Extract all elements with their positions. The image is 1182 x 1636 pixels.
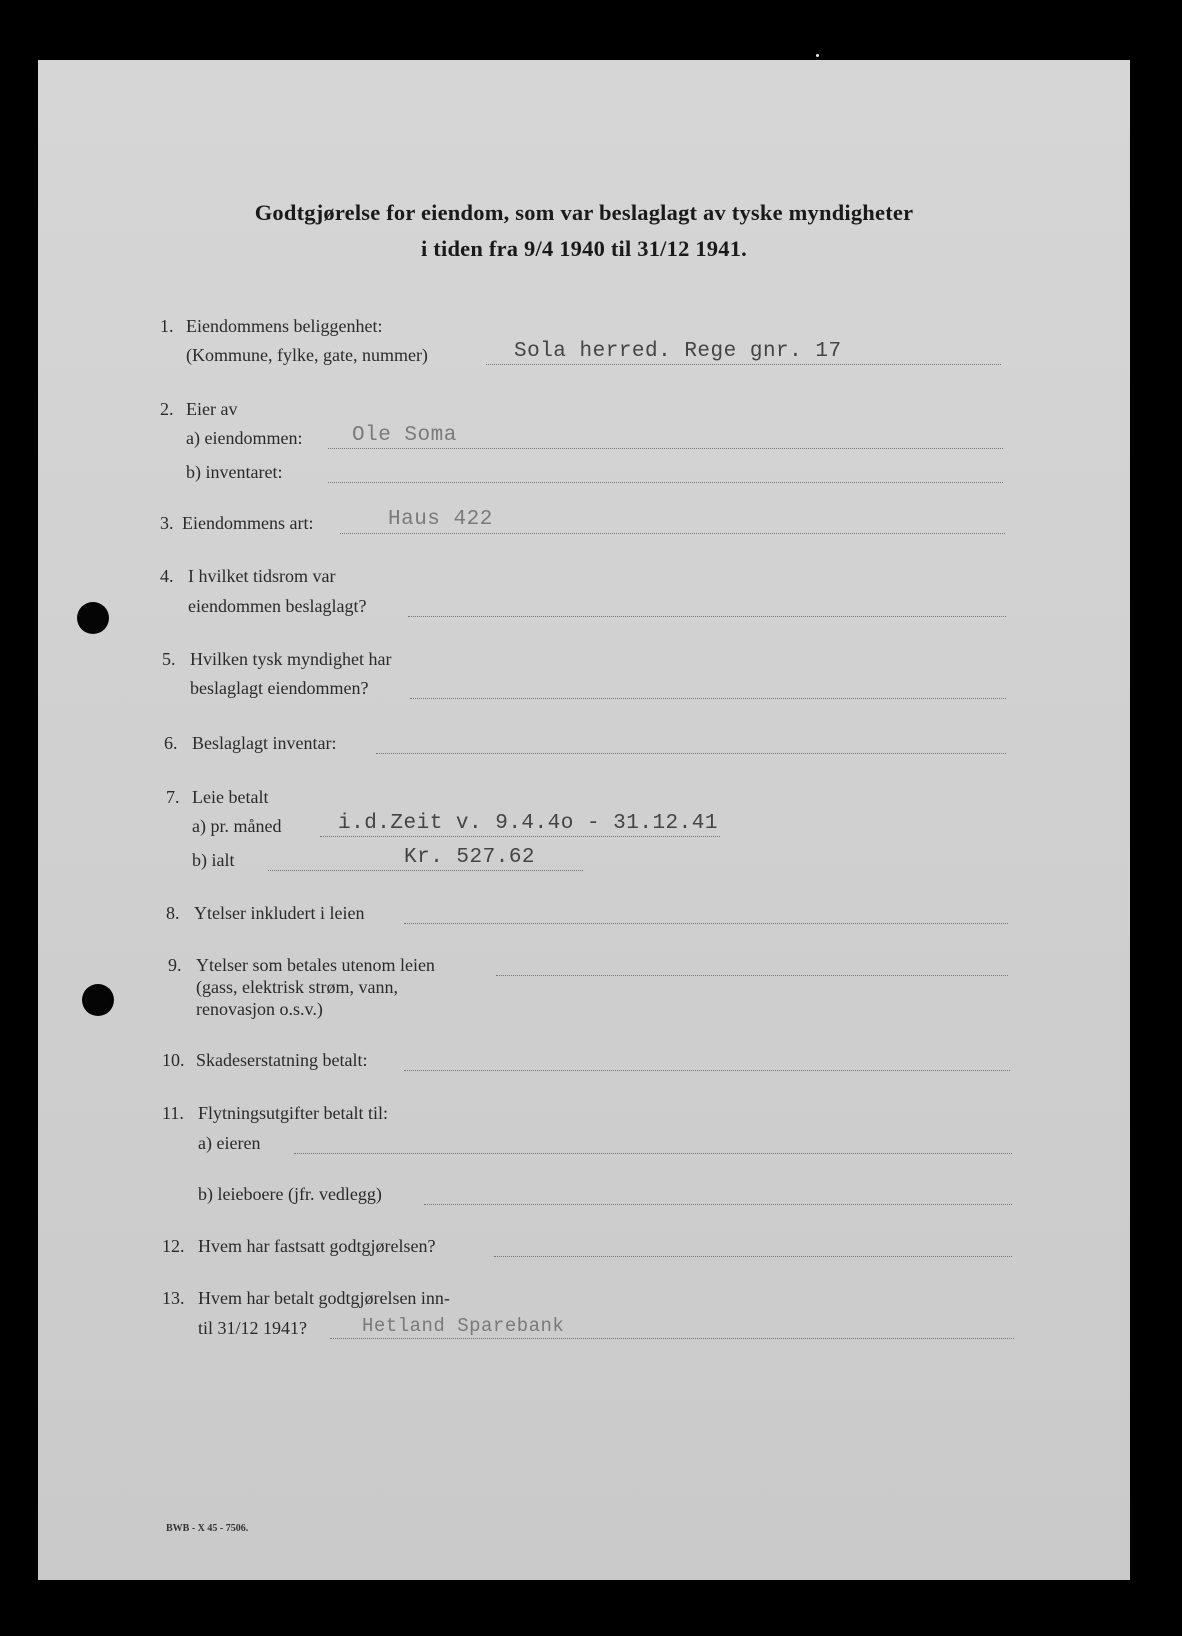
- item-2b-label: b) inventaret:: [186, 462, 283, 482]
- item-1-answer: Sola herred. Rege gnr. 17: [514, 340, 842, 363]
- item-13-label: Hvem har betalt godtgjørelsen inn-: [198, 1288, 450, 1308]
- item-7b-answer: Kr. 527.62: [404, 846, 536, 869]
- item-13-sublabel: til 31/12 1941?: [198, 1318, 307, 1338]
- item-3-number: 3.: [160, 513, 174, 533]
- item-8-answer-line: [404, 923, 1008, 924]
- item-5-sublabel: beslaglagt eiendommen?: [190, 678, 369, 698]
- item-5-answer-line: [410, 698, 1006, 699]
- item-2a-answer-line: [328, 448, 1003, 449]
- item-7a-label: a) pr. måned: [192, 816, 282, 836]
- item-4-sublabel: eiendommen beslaglagt?: [188, 596, 367, 616]
- item-6-label: Beslaglagt inventar:: [192, 733, 337, 753]
- item-12-number: 12.: [162, 1236, 185, 1256]
- item-2b-answer-line: [328, 482, 1003, 483]
- item-9-answer-line: [496, 975, 1008, 976]
- item-7b-answer-line: [268, 870, 583, 871]
- item-13-answer-line: [330, 1338, 1014, 1339]
- item-9-label: Ytelser som betales utenom leien: [196, 955, 435, 975]
- item-6-number: 6.: [164, 733, 178, 753]
- item-13-answer: Hetland Sparebank: [362, 1315, 565, 1337]
- item-7-label: Leie betalt: [192, 787, 269, 807]
- item-3-label: Eiendommens art:: [182, 513, 314, 533]
- item-2-number: 2.: [160, 399, 174, 419]
- form-sheet: [38, 60, 1130, 1580]
- item-7a-answer-line: [320, 836, 720, 837]
- item-9-sublabel-2: renovasjon o.s.v.): [196, 999, 323, 1019]
- form-title-line-2: i tiden fra 9/4 1940 til 31/12 1941.: [421, 236, 747, 261]
- punch-hole-lower: [82, 984, 114, 1016]
- item-4-label: I hvilket tidsrom var: [188, 566, 336, 586]
- item-11b-answer-line: [424, 1204, 1012, 1205]
- item-1-number: 1.: [160, 316, 174, 336]
- item-2-label: Eier av: [186, 399, 238, 419]
- item-3-answer: Haus 422: [388, 508, 493, 531]
- item-10-answer-line: [404, 1070, 1010, 1071]
- item-1-answer-line: [486, 364, 1001, 365]
- item-7b-label: b) ialt: [192, 850, 235, 870]
- item-10-label: Skadeserstatning betalt:: [196, 1050, 368, 1070]
- paper-speck: [816, 54, 819, 57]
- item-7-number: 7.: [166, 787, 180, 807]
- form-print-code: BWB - X 45 - 7506.: [166, 1523, 249, 1534]
- item-11b-label: b) leieboere (jfr. vedlegg): [198, 1184, 382, 1204]
- punch-hole-upper: [77, 602, 109, 634]
- item-11-number: 11.: [162, 1103, 184, 1123]
- item-11a-label: a) eieren: [198, 1133, 261, 1153]
- item-4-answer-line: [408, 616, 1006, 617]
- item-1-label: Eiendommens beliggenhet:: [186, 316, 383, 336]
- item-9-number: 9.: [168, 955, 182, 975]
- item-3-answer-line: [340, 533, 1005, 534]
- item-1-sublabel: (Kommune, fylke, gate, nummer): [186, 345, 428, 365]
- item-8-label: Ytelser inkludert i leien: [194, 903, 365, 923]
- item-9-sublabel-1: (gass, elektrisk strøm, vann,: [196, 977, 398, 997]
- item-2a-label: a) eiendommen:: [186, 428, 303, 448]
- item-12-answer-line: [494, 1256, 1012, 1257]
- item-6-answer-line: [376, 753, 1006, 754]
- form-title: [38, 195, 1130, 267]
- item-8-number: 8.: [166, 903, 180, 923]
- item-2a-answer: Ole Soma: [352, 424, 457, 447]
- form-title-line-1: Godtgjørelse for eiendom, som var beslaglagt av tyske myndigheter: [254, 200, 914, 225]
- item-5-label: Hvilken tysk myndighet har: [190, 649, 392, 669]
- item-7a-answer: i.d.Zeit v. 9.4.4o - 31.12.41: [338, 812, 718, 835]
- item-11-label: Flytningsutgifter betalt til:: [198, 1103, 388, 1123]
- item-12-label: Hvem har fastsatt godtgjørelsen?: [198, 1236, 436, 1256]
- item-10-number: 10.: [162, 1050, 185, 1070]
- item-5-number: 5.: [162, 649, 176, 669]
- item-13-number: 13.: [162, 1288, 185, 1308]
- item-4-number: 4.: [160, 566, 174, 586]
- item-11a-answer-line: [294, 1153, 1012, 1154]
